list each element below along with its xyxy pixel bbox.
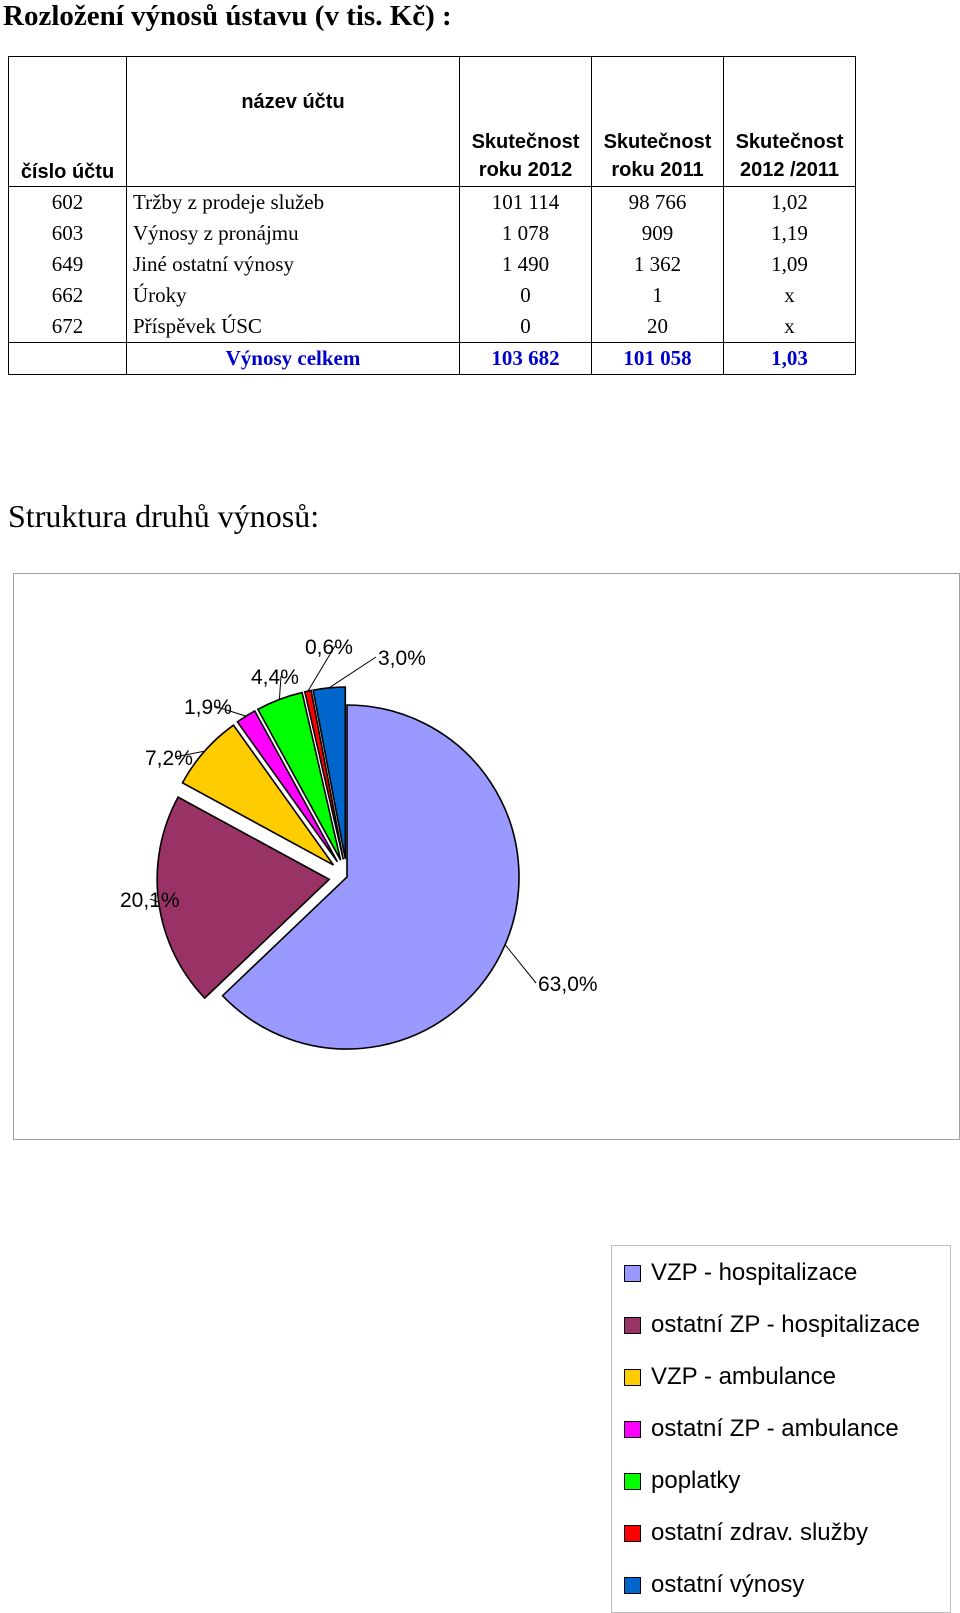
pie-data-label: 7,2% (145, 747, 193, 770)
legend-label: poplatky (651, 1467, 741, 1494)
cell-ratio: 1,09 (724, 249, 856, 280)
pie-data-label: 0,6% (305, 636, 353, 659)
chart-area (13, 573, 960, 1598)
legend-label: ostatní ZP - hospitalizace (651, 1311, 921, 1338)
cell-value-2012: 1 490 (460, 249, 592, 280)
table-header-row (9, 57, 856, 187)
legend-label: VZP - ambulance (651, 1363, 836, 1390)
pie-leader-line (505, 945, 536, 983)
pie-data-label: 3,0% (378, 647, 426, 670)
header-actual-2011: Skutečnost roku 2011 (592, 57, 724, 187)
legend-item (624, 1311, 920, 1339)
cell-total-label: Výnosy celkem (127, 343, 460, 375)
cell-value-2012: 1 078 (460, 218, 592, 249)
chart-heading: Struktura druhů výnosů: (8, 498, 320, 534)
cell-account-name: Úroky (127, 280, 460, 311)
cell-value-2012: 101 114 (460, 187, 592, 219)
legend-label: ostatní zdrav. služby (651, 1519, 868, 1546)
cell-account-no: 602 (9, 187, 127, 219)
revenue-table (8, 56, 856, 375)
pie-leader-line (329, 657, 376, 688)
legend-swatch (624, 1473, 641, 1490)
cell-ratio: 1,19 (724, 218, 856, 249)
cell-account-no: 649 (9, 249, 127, 280)
legend-item (624, 1259, 857, 1287)
legend-item (624, 1415, 899, 1443)
legend-item (624, 1467, 740, 1495)
legend-swatch (624, 1369, 641, 1386)
chart-legend (611, 1245, 951, 1613)
table-row (9, 311, 856, 343)
cell-account-name: Příspěvek ÚSC (127, 311, 460, 343)
legend-item (624, 1363, 836, 1391)
legend-swatch (624, 1421, 641, 1438)
legend-label: ostatní výnosy (651, 1571, 805, 1598)
cell-account-no: 603 (9, 218, 127, 249)
legend-item (624, 1519, 868, 1547)
cell-value-2011: 1 362 (592, 249, 724, 280)
cell-account-name: Tržby z prodeje služeb (127, 187, 460, 219)
cell-account-name: Jiné ostatní výnosy (127, 249, 460, 280)
table-total-row (9, 343, 856, 375)
cell-value-2011: 20 (592, 311, 724, 343)
cell-ratio: x (724, 311, 856, 343)
page-title: Rozložení výnosů ústavu (v tis. Kč) : (3, 0, 452, 32)
cell-value-2012: 0 (460, 311, 592, 343)
legend-label: VZP - hospitalizace (651, 1259, 858, 1286)
cell-account-name: Výnosy z pronájmu (127, 218, 460, 249)
cell-value-2011: 1 (592, 280, 724, 311)
pie-data-label: 63,0% (538, 973, 598, 996)
cell-ratio: x (724, 280, 856, 311)
table-row (9, 249, 856, 280)
legend-label: ostatní ZP - ambulance (651, 1415, 899, 1442)
legend-swatch (624, 1577, 641, 1594)
cell-total-blank (9, 343, 127, 375)
table-row (9, 218, 856, 249)
legend-swatch (624, 1317, 641, 1334)
header-ratio: Skutečnost 2012 /2011 (724, 57, 856, 187)
cell-value-2012: 0 (460, 280, 592, 311)
pie-data-label: 4,4% (251, 666, 299, 689)
table-row (9, 187, 856, 219)
cell-total-2011: 101 058 (592, 343, 724, 375)
legend-swatch (624, 1265, 641, 1282)
pie-data-label: 1,9% (184, 696, 232, 719)
cell-total-ratio: 1,03 (724, 343, 856, 375)
cell-value-2011: 98 766 (592, 187, 724, 219)
legend-item (624, 1571, 804, 1599)
cell-total-2012: 103 682 (460, 343, 592, 375)
header-account-name: název účtu (127, 57, 460, 187)
header-actual-2012: Skutečnost roku 2012 (460, 57, 592, 187)
table-row (9, 280, 856, 311)
cell-account-no: 672 (9, 311, 127, 343)
pie-chart (14, 574, 959, 1139)
cell-value-2011: 909 (592, 218, 724, 249)
pie-data-label: 20,1% (120, 889, 180, 912)
cell-ratio: 1,02 (724, 187, 856, 219)
cell-account-no: 662 (9, 280, 127, 311)
legend-swatch (624, 1525, 641, 1542)
header-account-no: číslo účtu (9, 57, 127, 187)
